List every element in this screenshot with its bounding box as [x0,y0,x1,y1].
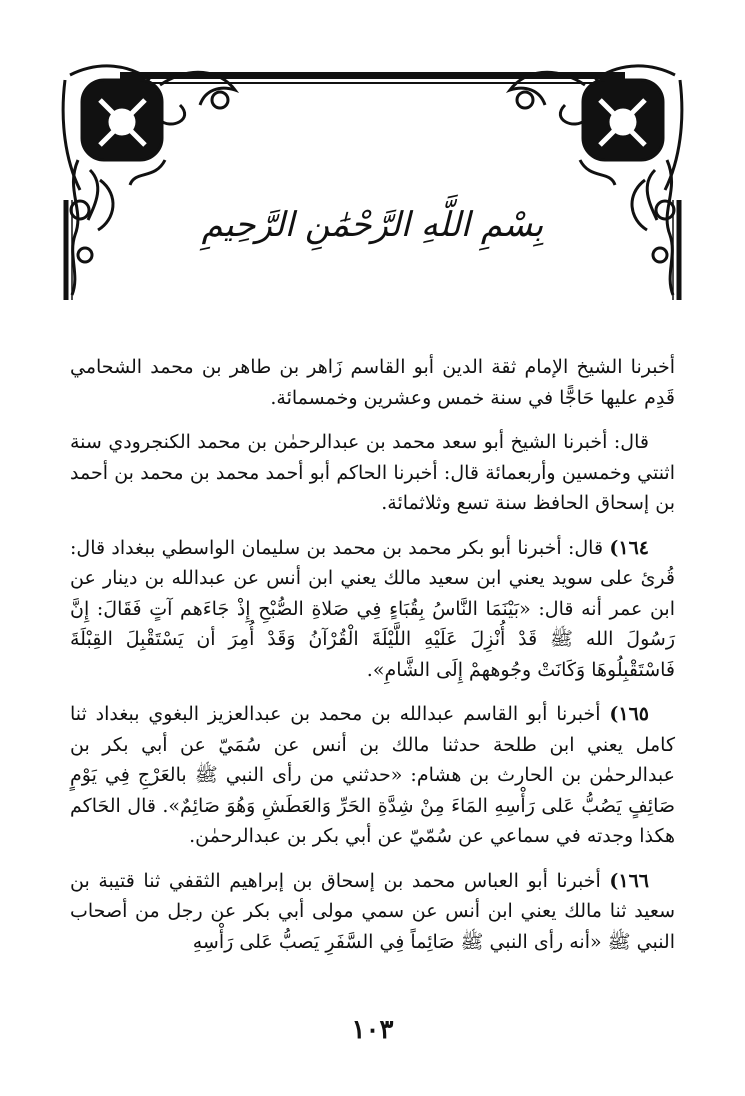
body-text [70,352,675,971]
paragraph [70,427,675,519]
hadith-number: ١٦٤) [609,536,649,559]
paragraph-text: أخبرنا الشيخ الإمام ثقة الدين أبو القاسم زَاهر بن طاهر بن محمد الشحامي قَدِم عليها حَاجًّا في سنة خمس وعشرين وخمسمائة. [70,356,675,409]
paragraph-text: أخبرنا أبو العباس محمد بن إسحاق بن إبراهيم الثقفي ثنا قتيبة بن سعيد ثنا مالك يعني ابن أنس عن سمي مولى أبي بكر عن رجل من أصحاب النبي ﷺ «أنه رأى النبي ﷺ صَائِماً فِي السَّفَرِ يَصبُّ عَلى رَأْسِهِ [70,869,675,953]
hadith-number: ١٦٦) [609,869,649,892]
top-border-line [120,82,625,84]
left-corner-ornament [63,66,235,300]
basmala-heading: بِسْمِ اللَّهِ الرَّحْمَٰنِ الرَّحِيمِ [201,205,544,245]
hadith-paragraph [70,866,675,958]
ornamental-frame [60,60,685,300]
hadith-number: ١٦٥) [609,703,649,725]
paragraph-text: أخبرنا أبو القاسم عبدالله بن محمد بن عبدالعزيز البغوي ببغداد ثنا كامل يعني ابن طلحة حدثنا مالك بن أنس عن سُمَيّ عن أبي بكر بن عبدالرحمٰن بن الحارث بن هشام: «حدثني من رأى النبي ﷺ بالعَرْجِ فِي يَوْمٍ صَائِفٍ يَصُبُّ عَلى رَأْسِهِ المَاءَ مِنْ شِدَّةِ الحَرِّ وَالعَطَشِ وَهُوَ صَائِمٌ». قال الحَاكم هكذا وجدته في سماعي عن سُمّيّ عن أبي بكر بن عبدالرحمٰن. [70,703,675,847]
paragraph [70,352,675,413]
paragraph-text: قال: أخبرنا الشيخ أبو سعد محمد بن عبدالرحمٰن بن محمد الكنجرودي سنة اثنتي وخمسين وأربعمائة قال: أخبرنا الحاكم أبو أحمد محمد بن محمد بن أحمد بن إسحاق الحافظ سنة تسع وثلاثمائة. [70,431,675,514]
hadith-paragraph [70,533,675,686]
right-corner-ornament [510,66,682,300]
page-number: ١٠٣ [351,1015,394,1045]
paragraph-text: قال: أخبرنا أبو بكر محمد بن محمد بن سليمان الواسطي ببغداد قال: قُرئ على سويد يعني ابن سعيد مالك يعني ابن أنس عن عبدالله بن دينار عن ابن عمر أنه قال: «بَيْنَمَا النَّاسُ بِقُبَاءٍ فِي صَلاةِ الصُّبْحِ إِذْ جَاءَهم آتٍ فَقَالَ: إِنَّ رَسُولَ الله ﷺ قَدْ أُنْزِلَ عَلَيْهِ اللَّيْلَةَ الْقُرْآنُ وَقَدْ أُمِرَ أن يَسْتَقْبِلَ القِبْلَةَ فَاسْتَقْبِلُوهَا وَكَانَتْ وجُوههمْ إِلَى الشَّامِ». [70,536,675,681]
hadith-paragraph [70,699,675,852]
